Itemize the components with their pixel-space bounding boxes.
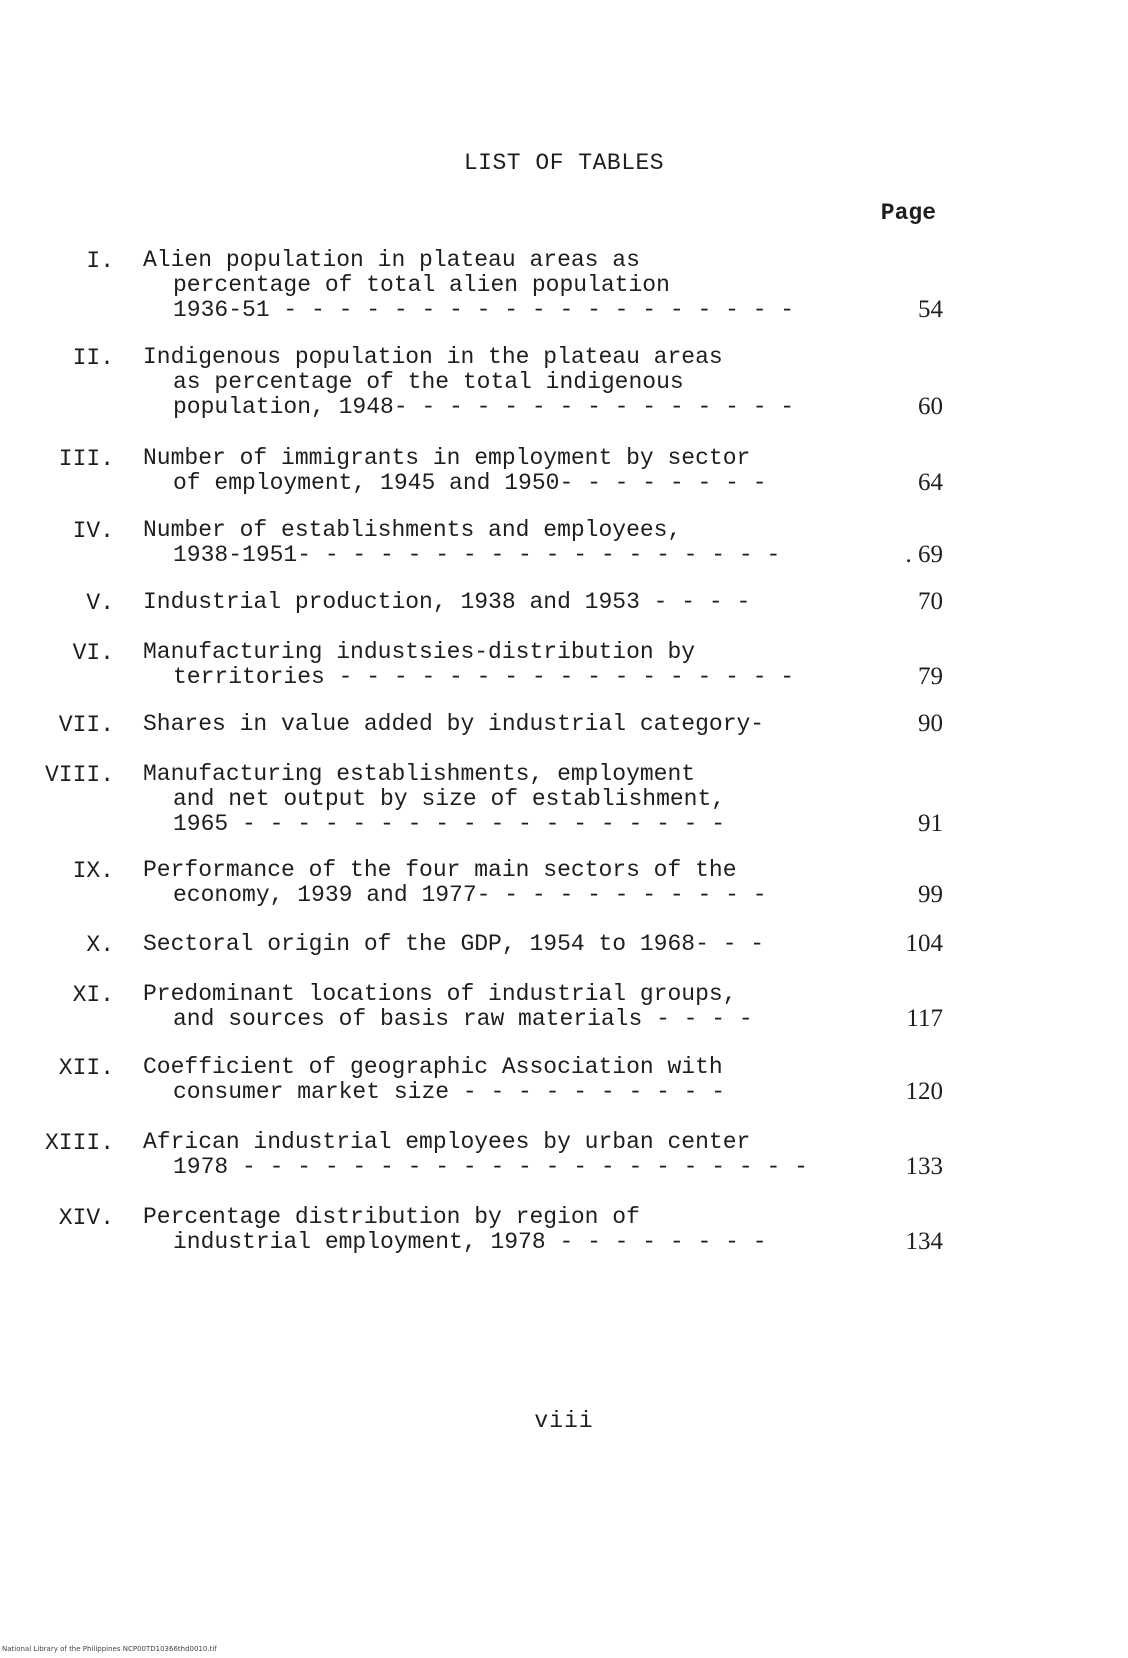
table-page-number: 120: [905, 1078, 943, 1105]
table-title-line: Industrial production, 1938 and 1953 - - - -: [143, 589, 751, 615]
table-numeral: V.: [86, 590, 114, 616]
table-numeral: X.: [86, 932, 114, 958]
table-title-line: territories - - - - - - - - - - - - - - - - -: [173, 664, 795, 690]
table-title: [143, 518, 843, 568]
table-title-line: Number of establishments and employees,: [143, 517, 682, 543]
table-title: [143, 640, 843, 690]
table-title-line: as percentage of the total indigenous: [173, 369, 684, 395]
table-title-line: Predominant locations of industrial groups,: [143, 981, 737, 1007]
table-numeral: XII.: [58, 1055, 114, 1081]
table-page-number: 133: [905, 1153, 943, 1180]
page-column-header: Page: [880, 200, 936, 226]
table-title-line: Performance of the four main sectors of the: [143, 857, 737, 883]
table-title-line: economy, 1939 and 1977- - - - - - - - - - -: [173, 882, 767, 908]
table-title: [143, 1130, 843, 1180]
table-title-line: 1978 - - - - - - - - - - - - - - - - - - - - -: [173, 1154, 808, 1180]
table-title: [143, 932, 843, 957]
table-title: [143, 858, 843, 908]
table-numeral: IX.: [72, 858, 114, 884]
table-numeral: VII.: [58, 712, 114, 738]
table-numeral: VI.: [72, 640, 114, 666]
table-numeral: XIV.: [58, 1205, 114, 1231]
footer-page-number: viii: [534, 1408, 594, 1434]
table-page-number: 79: [918, 663, 943, 690]
table-title-line: population, 1948- - - - - - - - - - - - - - -: [173, 394, 795, 420]
table-page-number: 91: [918, 810, 943, 837]
table-title-line: percentage of total alien population: [173, 272, 670, 298]
table-page-number: 64: [918, 469, 943, 496]
table-page-number: 54: [918, 296, 943, 323]
table-title: [143, 345, 843, 420]
table-numeral: III.: [58, 446, 114, 472]
table-title: [143, 446, 843, 496]
table-title-line: Manufacturing industsies-distribution by: [143, 639, 696, 665]
table-title-line: industrial employment, 1978 - - - - - - - -: [173, 1229, 767, 1255]
table-title-line: 1965 - - - - - - - - - - - - - - - - - -: [173, 811, 726, 837]
table-numeral: XI.: [72, 982, 114, 1008]
table-title-line: Percentage distribution by region of: [143, 1204, 640, 1230]
table-title: [143, 1055, 843, 1105]
table-title-line: Indigenous population in the plateau areas: [143, 344, 723, 370]
table-title-line: Manufacturing establishments, employment: [143, 761, 696, 787]
table-title-line: Shares in value added by industrial category-: [143, 711, 765, 737]
table-numeral: IV.: [72, 518, 114, 544]
page-title: LIST OF TABLES: [463, 150, 665, 176]
table-numeral: XIII.: [44, 1130, 114, 1156]
table-page-number: 117: [906, 1005, 943, 1032]
table-title: [143, 982, 843, 1032]
table-title: [143, 248, 843, 323]
table-title-line: African industrial employees by urban center: [143, 1129, 751, 1155]
table-title-line: Coefficient of geographic Association with: [143, 1054, 723, 1080]
table-title-line: 1936-51 - - - - - - - - - - - - - - - - - - -: [173, 297, 795, 323]
table-page-number: 70: [918, 588, 943, 615]
scan-footer: National Library of the Philippines NCP00TD10366thd0010.tif: [2, 1645, 217, 1653]
table-title-line: of employment, 1945 and 1950- - - - - - - -: [173, 470, 767, 496]
table-page-number: . 69: [905, 541, 943, 568]
table-title-line: 1938-1951- - - - - - - - - - - - - - - - - -: [173, 542, 781, 568]
table-title-line: Alien population in plateau areas as: [143, 247, 640, 273]
table-numeral: I.: [86, 248, 114, 274]
table-title-line: Number of immigrants in employment by sector: [143, 445, 751, 471]
table-page-number: 90: [918, 710, 943, 737]
table-title: [143, 712, 843, 737]
table-title: [143, 762, 843, 837]
table-page-number: 134: [905, 1228, 943, 1255]
table-title: [143, 1205, 843, 1255]
table-title-line: and net output by size of establishment,: [173, 786, 726, 812]
table-title-line: consumer market size - - - - - - - - - -: [173, 1079, 726, 1105]
table-numeral: VIII.: [44, 762, 114, 788]
table-title: [143, 590, 843, 615]
table-page-number: 60: [918, 393, 943, 420]
table-title-line: and sources of basis raw materials - - - -: [173, 1006, 753, 1032]
table-title-line: Sectoral origin of the GDP, 1954 to 1968- - -: [143, 931, 765, 957]
table-page-number: 104: [905, 930, 943, 957]
table-numeral: II.: [72, 345, 114, 371]
table-page-number: 99: [918, 881, 943, 908]
